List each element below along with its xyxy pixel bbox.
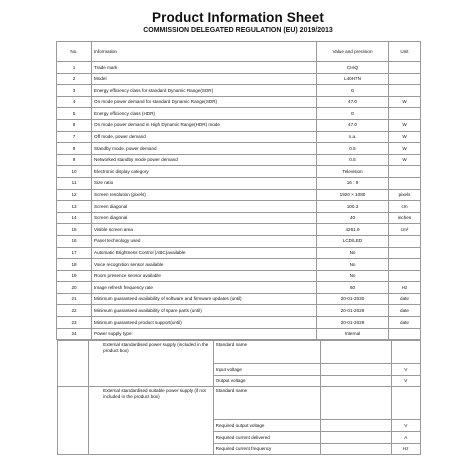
row-number: 4 [57, 96, 92, 108]
row-unit [389, 247, 421, 259]
table-row [57, 235, 421, 247]
row-value: 20-01-2030 [317, 293, 389, 305]
row-unit: Hz [389, 282, 421, 294]
row-number: 10 [57, 166, 92, 178]
power-supply-value [321, 375, 392, 387]
row-number: 12 [57, 189, 92, 201]
power-supply-unit [391, 387, 420, 420]
row-number: 16 [57, 235, 92, 247]
header-value: Value and precision [317, 42, 389, 62]
row-value: 20-01-2029 [317, 305, 389, 317]
row-value: CHiQ [317, 62, 389, 74]
header-unit: Unit [389, 42, 421, 62]
power-supply-table [57, 340, 421, 455]
table-row [57, 212, 421, 224]
power-supply-container [57, 340, 421, 455]
row-number: 14 [57, 212, 92, 224]
row-unit [389, 85, 421, 97]
table-row [57, 143, 421, 155]
row-number: 23 [57, 317, 92, 329]
table-row [57, 305, 421, 317]
table-row [57, 166, 421, 178]
header-information: Information [92, 42, 317, 62]
row-number: 1 [57, 62, 92, 74]
row-number: 19 [57, 270, 92, 282]
row-number: 15 [57, 224, 92, 236]
row-value: No [317, 247, 389, 259]
row-number: 24 [57, 328, 92, 340]
row-number: 6 [57, 119, 92, 131]
row-unit: W [389, 131, 421, 143]
power-supply-no-cell [57, 341, 89, 387]
row-unit: cm² [389, 224, 421, 236]
power-supply-value [321, 420, 392, 432]
row-unit [389, 259, 421, 271]
table-row [57, 73, 421, 85]
row-value: 20-01-2029 [317, 317, 389, 329]
row-unit [389, 62, 421, 74]
header-no: No. [57, 42, 92, 62]
row-information: Minimum guaranteed availability of spare parts (until) [92, 305, 317, 317]
row-information: Trade mark [92, 62, 317, 74]
row-value: 100.3 [317, 201, 389, 213]
row-unit: W [389, 143, 421, 155]
row-value: No [317, 259, 389, 271]
power-supply-value [321, 443, 392, 455]
row-information: Size ratio [92, 177, 317, 189]
row-value: 4261.9 [317, 224, 389, 236]
row-unit: W [389, 119, 421, 131]
row-unit: inches [389, 212, 421, 224]
table-row [57, 201, 421, 213]
row-value: 0.5 [317, 154, 389, 166]
table-header-row [57, 42, 421, 62]
power-supply-value [321, 364, 392, 376]
power-supply-unit [391, 341, 420, 364]
table-row [57, 177, 421, 189]
table-row [57, 108, 421, 120]
table-row [57, 270, 421, 282]
row-information: Networked standby mode power demand [92, 154, 317, 166]
row-unit: date [389, 305, 421, 317]
row-number: 20 [57, 282, 92, 294]
row-number: 2 [57, 73, 92, 85]
table-row [57, 328, 421, 340]
table-row [57, 62, 421, 74]
required-frequency-label: Required current frequency [213, 443, 321, 455]
table-row [57, 224, 421, 236]
row-information: Standby mode, power demand [92, 143, 317, 155]
power-supply-value [321, 341, 392, 364]
row-information: Minimum guaranteed product support(until) [92, 317, 317, 329]
row-value: 47.0 [317, 119, 389, 131]
row-unit: pixels [389, 189, 421, 201]
row-number: 17 [57, 247, 92, 259]
power-supply-unit: V [391, 375, 420, 387]
row-value: 47.0 [317, 96, 389, 108]
row-information: Image refresh frequency rate [92, 282, 317, 294]
required-output-voltage-label: Required output voltage [213, 420, 321, 432]
table-row [57, 131, 421, 143]
table-row [57, 259, 421, 271]
power-supply-unit: V [391, 364, 420, 376]
row-value: G [317, 108, 389, 120]
row-information: Panel technology used [92, 235, 317, 247]
table-row [57, 119, 421, 131]
standard-name-label: Standard name [213, 387, 321, 420]
row-information: Screen diagonal [92, 201, 317, 213]
table-row [57, 85, 421, 97]
row-number: 13 [57, 201, 92, 213]
table-row [57, 293, 421, 305]
row-unit [389, 328, 421, 340]
power-supply-unit: Hz [391, 443, 420, 455]
page-subtitle: COMMISSION DELEGATED REGULATION (EU) 2019/2013 [143, 27, 333, 34]
row-information: Screen resolution (pixels) [92, 189, 317, 201]
row-unit [389, 270, 421, 282]
row-value: 40 [317, 212, 389, 224]
row-number: 18 [57, 259, 92, 271]
row-unit: cm [389, 201, 421, 213]
row-value: n.a. [317, 131, 389, 143]
output-voltage-label: Output voltage [213, 375, 321, 387]
row-value: No [317, 270, 389, 282]
row-information: Screen diagonal [92, 212, 317, 224]
power-supply-no-cell [57, 387, 89, 455]
power-supply-unit: A [391, 432, 420, 444]
power-supply-row [57, 341, 420, 364]
table-row [57, 96, 421, 108]
row-number: 21 [57, 293, 92, 305]
row-unit [389, 166, 421, 178]
power-supply-section [57, 340, 421, 455]
external-power-supply-included: External standardised power supply (included in the product box) [89, 341, 214, 387]
row-information: Voice recognition sensor available [92, 259, 317, 271]
row-number: 7 [57, 131, 92, 143]
row-unit: date [389, 317, 421, 329]
row-information: Minimum guaranteed availability of software and firmware updates (until) [92, 293, 317, 305]
row-number: 3 [57, 85, 92, 97]
row-value: L40H7N [317, 73, 389, 85]
row-number: 11 [57, 177, 92, 189]
table-row [57, 154, 421, 166]
row-unit: W [389, 154, 421, 166]
row-information: Visible screen area [92, 224, 317, 236]
row-information: On mode power demand in High Dynamic Range(HDR) mode [92, 119, 317, 131]
row-number: 22 [57, 305, 92, 317]
row-value: LCD/LED [317, 235, 389, 247]
row-information: Power supply type: [92, 328, 317, 340]
power-supply-value [321, 432, 392, 444]
table-row [57, 247, 421, 259]
power-supply-value [321, 387, 392, 420]
row-information: Energy efficiency class (HDR) [92, 108, 317, 120]
power-supply-unit: V [391, 420, 420, 432]
table-row [57, 189, 421, 201]
row-information: Room presence sensor available [92, 270, 317, 282]
standard-name-label: Standard name [213, 341, 321, 364]
row-value: 16 : 9 [317, 177, 389, 189]
row-unit [389, 177, 421, 189]
row-unit: date [389, 293, 421, 305]
page-title: Product Information Sheet [151, 10, 324, 25]
row-value: G [317, 85, 389, 97]
row-unit [389, 235, 421, 247]
row-information: Off mode, power demand [92, 131, 317, 143]
row-number: 9 [57, 154, 92, 166]
row-information: Automatic Brightness Control (ABC)available [92, 247, 317, 259]
row-information: Model [92, 73, 317, 85]
row-value: 60 [317, 282, 389, 294]
row-value: 0.5 [317, 143, 389, 155]
row-unit [389, 73, 421, 85]
row-value: Internal [317, 328, 389, 340]
row-number: 5 [57, 108, 92, 120]
row-number: 8 [57, 143, 92, 155]
row-information: On mode power demand for standard Dynamic Range(SDR) [92, 96, 317, 108]
table-row [57, 282, 421, 294]
row-information: Electronic display category [92, 166, 317, 178]
product-info-table [56, 41, 421, 455]
row-information: Energy efficiency class for standard Dynamic Range(SDR) [92, 85, 317, 97]
external-power-supply-not-included: External standardised suitable power supply (if not included in the product box) [89, 387, 214, 455]
required-current-label: Required current delivered [213, 432, 321, 444]
row-unit: W [389, 96, 421, 108]
power-supply-row [57, 387, 420, 420]
row-unit [389, 108, 421, 120]
row-value: Television [317, 166, 389, 178]
row-value: 1920 × 1080 [317, 189, 389, 201]
input-voltage-label: Input voltage [213, 364, 321, 376]
table-row [57, 317, 421, 329]
